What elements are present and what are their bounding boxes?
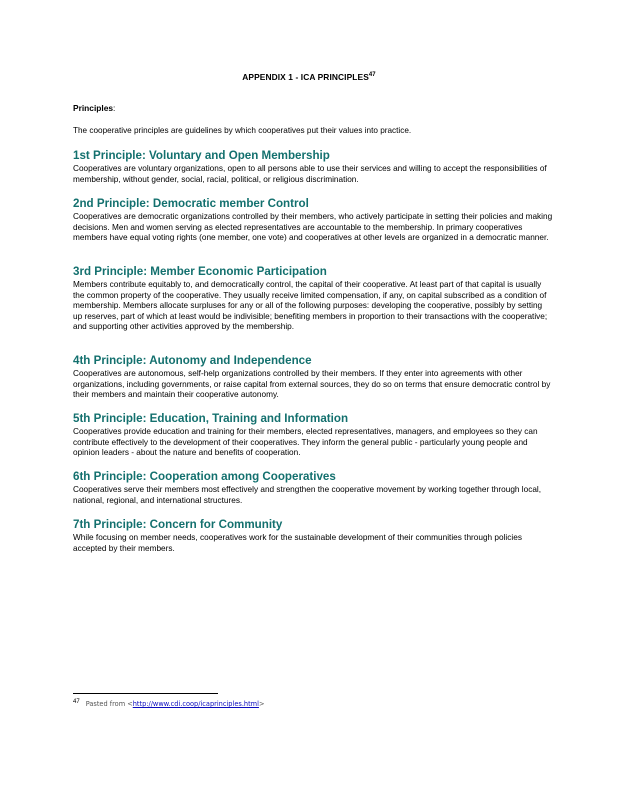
principle-section-3 xyxy=(73,265,553,333)
principle-section-2 xyxy=(73,197,553,244)
footnote-divider xyxy=(73,693,218,694)
principle-section-7 xyxy=(73,518,553,554)
principle-heading-5: 5th Principle: Education, Training and Information xyxy=(73,412,349,425)
principle-section-1 xyxy=(73,149,553,185)
principles-label-text: Principles xyxy=(73,103,114,113)
principle-body-1: Cooperatives are voluntary organizations, open to all persons able to use their services and willing to accept the responsibilities of membership, without gender, social, racial, political, or religious discrimination. xyxy=(73,164,547,184)
principle-heading-4: 4th Principle: Autonomy and Independence xyxy=(73,354,312,367)
footnote-number: 47 xyxy=(73,698,80,705)
principle-body-6: Cooperatives serve their members most effectively and strengthen the cooperative movement by working together through local, national, regional, and international structures. xyxy=(73,485,542,505)
principle-body-5: Cooperatives provide education and training for their members, elected representatives, managers, and employees so they can contribute effectively to the development of their cooperatives. They inform the general public - particularly young people and opinion leaders - about the nature and benefits of cooperation. xyxy=(73,427,538,458)
footnote-text xyxy=(86,700,265,708)
footnote-source-link[interactable]: http://www.cdi.coop/icaprinciples.html xyxy=(132,700,259,708)
principles-label xyxy=(73,103,115,113)
principle-body-2: Cooperatives are democratic organizations controlled by their members, who actively participate in setting their policies and making decisions. Men and women serving as elected representatives are accountable to the membership. In primary cooperatives members have equal voting rights (one member, one vote) and cooperatives at other levels are organized in a democratic manner. xyxy=(73,212,553,243)
principle-heading-1: 1st Principle: Voluntary and Open Membership xyxy=(73,149,330,162)
principle-body-3: Members contribute equitably to, and democratically control, the capital of their cooperative. At least part of that capital is usually the common property of the cooperative. They usually receive limited compensation, if any, on capital subscribed as a condition of membership. Members allocate surpluses for any or all of the following purposes: developing the cooperative, possibly by setting up reserves, part of which at least would be indivisible; benefiting members in proportion to their transactions with the cooperative; and supporting other activities approved by the membership. xyxy=(73,280,548,332)
principle-section-5 xyxy=(73,412,553,459)
principle-heading-2: 2nd Principle: Democratic member Control xyxy=(73,197,309,210)
footnote-prefix: Pasted from < xyxy=(85,700,133,708)
footnote-reference[interactable]: 47 xyxy=(368,72,376,79)
page-title-text: APPENDIX 1 - ICA PRINCIPLES xyxy=(242,72,369,82)
principle-heading-6: 6th Principle: Cooperation among Cooperatives xyxy=(73,470,336,483)
principle-section-4 xyxy=(73,354,553,401)
principles-label-colon: : xyxy=(113,103,116,113)
principle-body-4: Cooperatives are autonomous, self-help organizations controlled by their members. If they enter into agreements with other organizations, including governments, or raise capital from external sources, they do so on terms that ensure democratic control by their members and maintain their cooperative autonomy. xyxy=(73,369,551,400)
principle-section-6 xyxy=(73,470,553,506)
principle-heading-7: 7th Principle: Concern for Community xyxy=(73,518,283,531)
principle-body-7: While focusing on member needs, cooperatives work for the sustainable development of their communities through policies accepted by their members. xyxy=(73,533,522,553)
page-title xyxy=(0,72,618,82)
footnote xyxy=(73,700,264,708)
footnote-suffix: > xyxy=(258,700,265,708)
principle-heading-3: 3rd Principle: Member Economic Participation xyxy=(73,265,327,278)
intro-paragraph: The cooperative principles are guidelines by which cooperatives put their values into practice. xyxy=(73,126,412,135)
